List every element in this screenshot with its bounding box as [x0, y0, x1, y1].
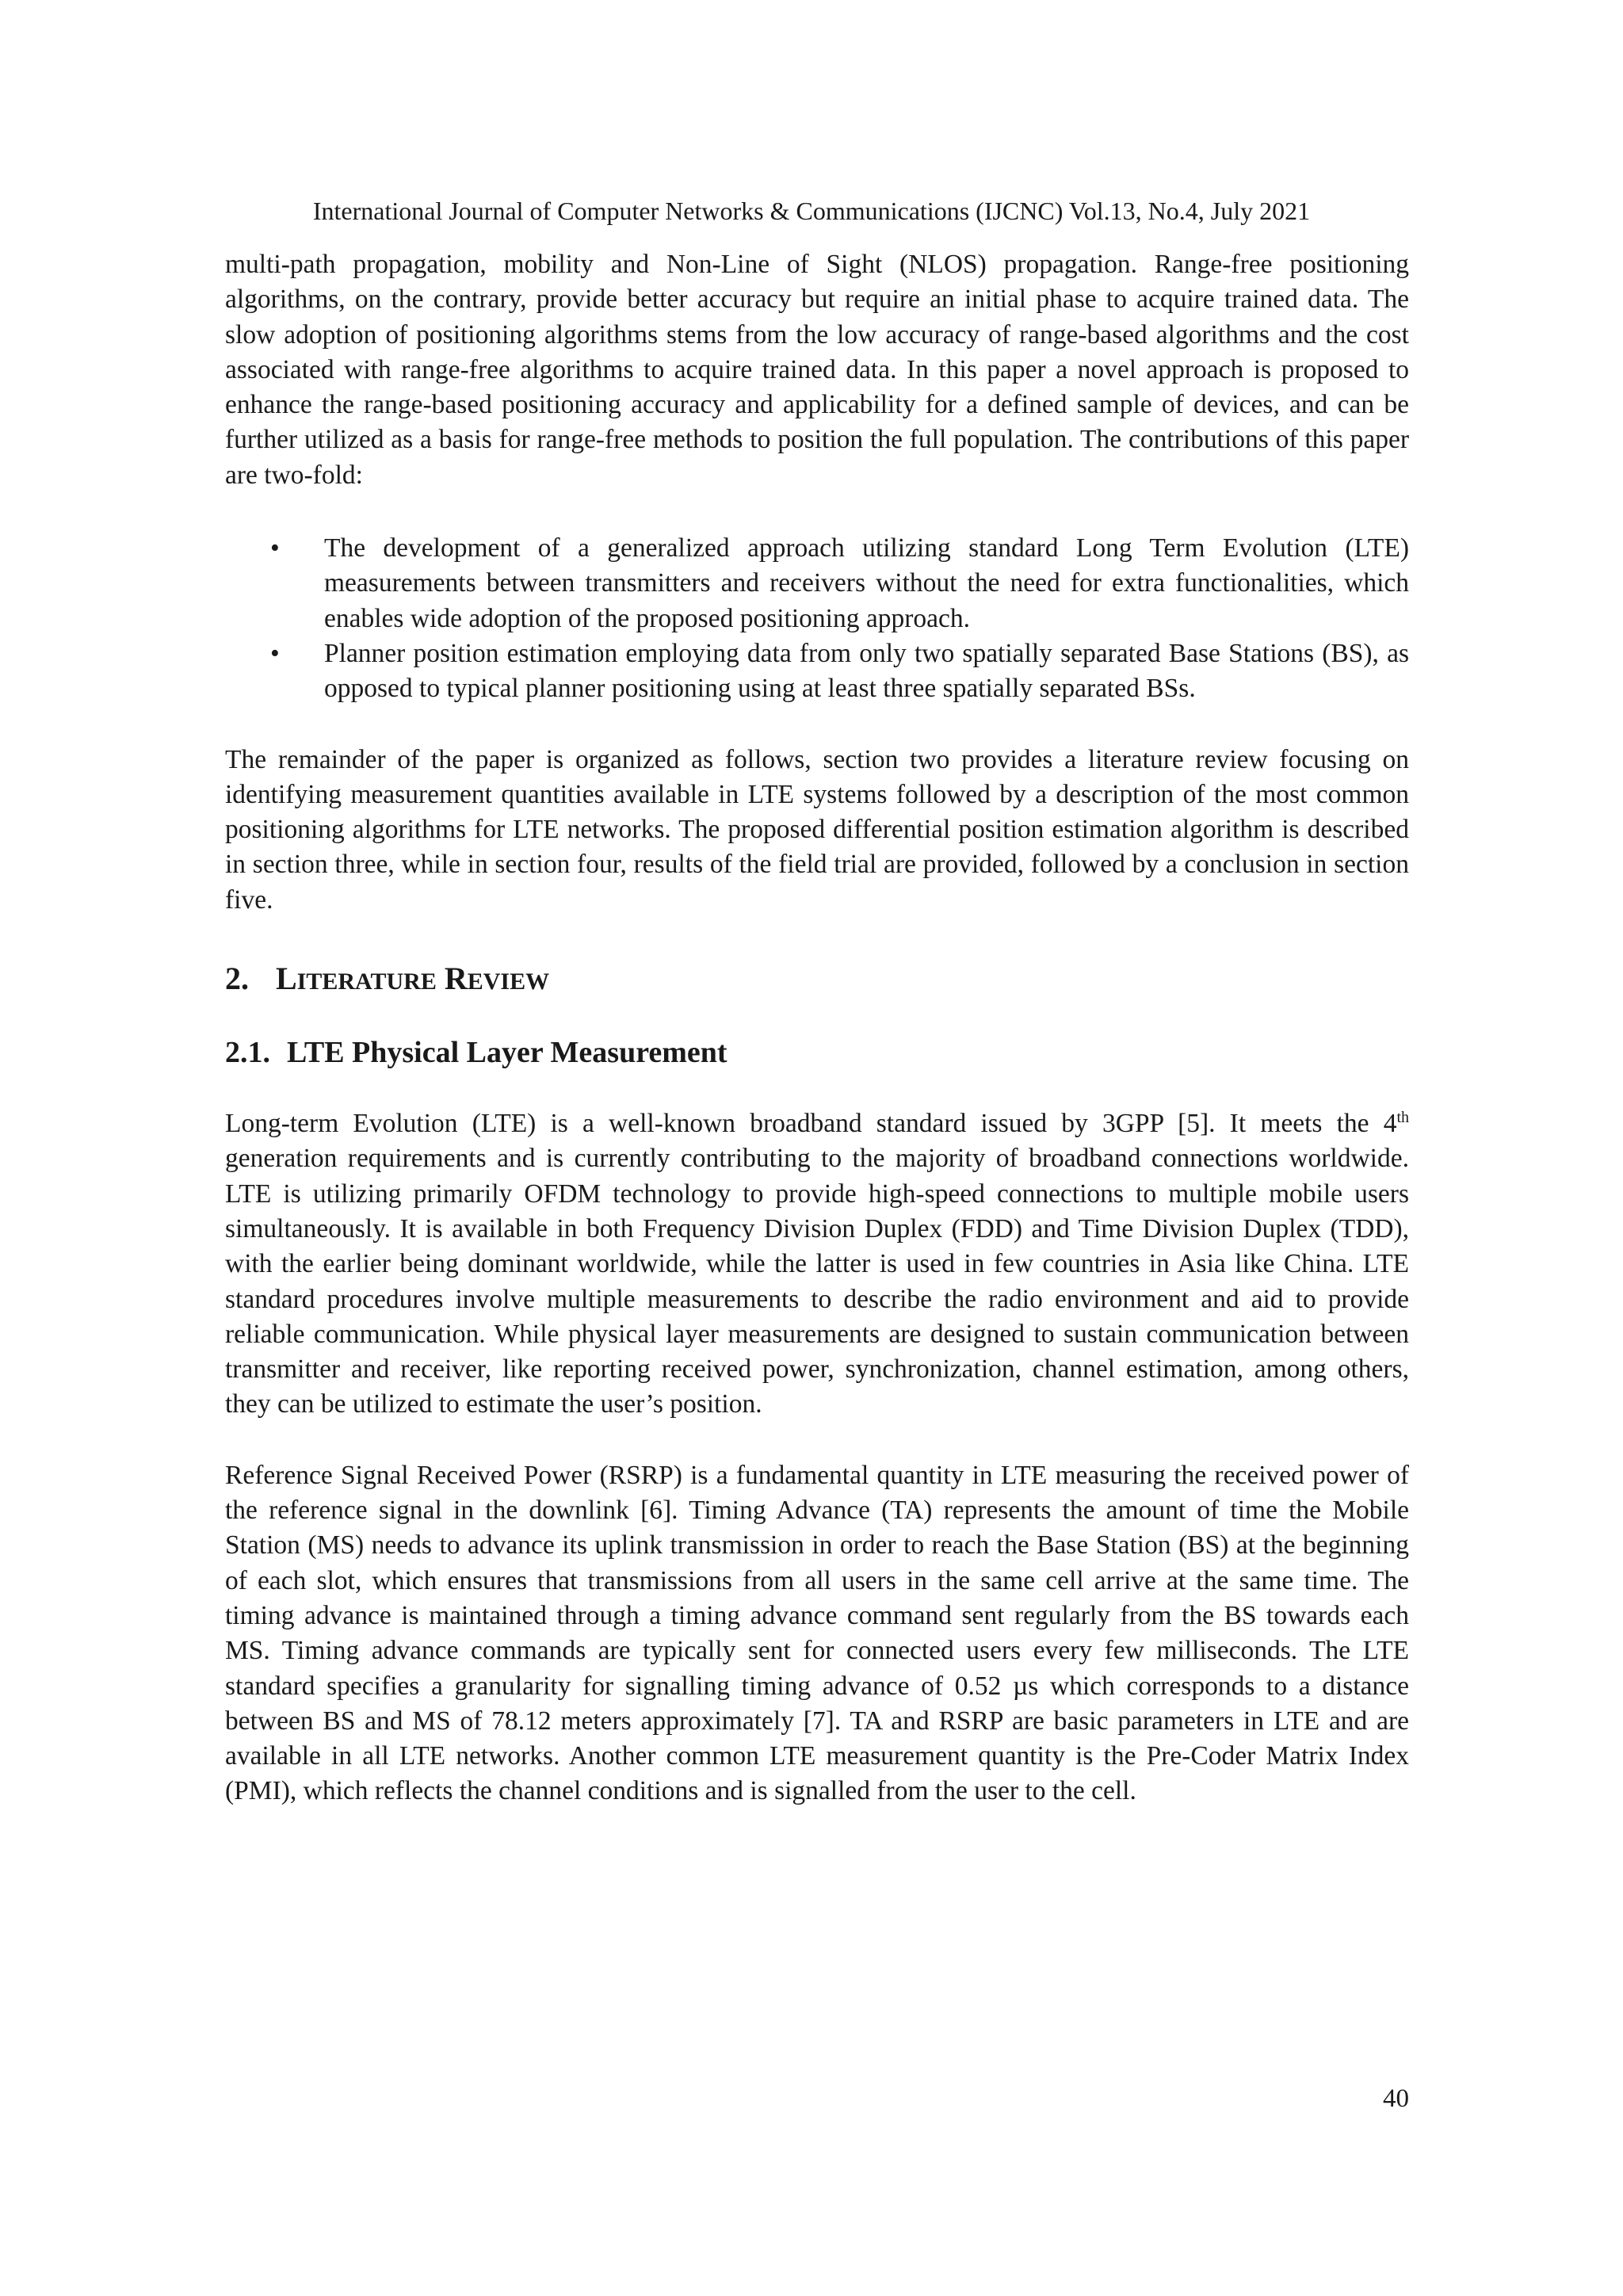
lte-paragraph-2: Reference Signal Received Power (RSRP) is a fundamental quantity in LTE measuring the received power of the reference signal in the downlink [6]. Timing Advance (TA) represents the amount of time the Mobile Station (MS) needs to advance its uplink transmission in order to reach the Base Station (BS) at the beginning of each slot, which ensures that transmissions from all users in the same cell arrive at the same time. The timing advance is maintained through a timing advance command sent regularly from the BS towards each MS. Timing advance commands are typically sent for connected users every few milliseconds. The LTE standard specifies a granularity for signalling timing advance of 0.52 µs which corresponds to a distance between BS and MS of 78.12 meters approximately [7]. TA and RSRP are basic parameters in LTE and are available in all LTE networks. Another common LTE measurement quantity is the Pre-Coder Matrix Index (PMI), which reflects the channel conditions and is signalled from the user to the cell.: [225, 1460, 1409, 1806]
section-title-initial: R: [444, 961, 468, 997]
section-number: 2.: [225, 961, 249, 997]
section-title-rest: ITERATURE: [296, 968, 437, 995]
intro-paragraph-1: multi-path propagation, mobility and Non-Line of Sight (NLOS) propagation. Range-free positioning algorithms, on the contrary, provide better accuracy but require an initial phase to acquire trained data. The slow adoption of positioning algorithms stems from the low accuracy of range-based algorithms and the cost associated with range-free algorithms to acquire trained data. In this paper a novel approach is proposed to enhance the range-based positioning accuracy and applicability for a defined sample of devices, and can be further utilized as a basis for range-free methods to position the full population. The contributions of this paper are two-fold:: [225, 250, 1409, 490]
intro-paragraph-2: The remainder of the paper is organized as follows, section two provides a literature review focusing on identifying measurement quantities available in LTE systems followed by a description of the most common positioning algorithms for LTE networks. The proposed differential position estimation algorithm is described in section three, while in section four, results of the field trial are provided, followed by a conclusion in section five.: [225, 744, 1409, 915]
bullet-icon: •: [270, 533, 280, 563]
running-header: International Journal of Computer Networks & Communications (IJCNC) Vol.13, No.4, July 2021: [312, 197, 1311, 225]
section-heading: [225, 959, 1409, 1002]
lte-paragraph-1: [225, 1106, 1409, 1423]
ordinal-suffix: th: [1396, 1108, 1409, 1126]
subsection-heading: [225, 1033, 1409, 1072]
list-item-text: The development of a generalized approach utilizing standard Long Term Evolution (LTE) measurements between transmitters and receivers without the need for extra functionalities, which enables wide adoption of the proposed positioning approach.: [324, 533, 1409, 633]
lte-paragraph-1-rest: generation requirements and is currently contributing to the majority of broadband connections worldwide. LTE is utilizing primarily OFDM technology to provide high-speed connections to multiple mobile users simultaneously. It is available in both Frequency Division Duplex (FDD) and Time Division Duplex (TDD), with the earlier being dominant worldwide, while the latter is used in few countries in Asia like China. LTE standard procedures involve multiple measurements to describe the radio environment and aid to provide reliable communication. While physical layer measurements are designed to sustain communication between transmitter and receiver, like reporting received power, synchronization, channel estimation, among others, they can be utilized to estimate the user’s position.: [225, 1144, 1409, 1419]
list-item-text: Planner position estimation employing data from only two spatially separated Base Stations (BS), as opposed to typical planner positioning using at least three spatially separated BSs.: [324, 638, 1409, 704]
section-title-initial: L: [276, 961, 297, 997]
section-title-rest: EVIEW: [467, 968, 550, 995]
subsection-title: LTE Physical Layer Measurement: [287, 1036, 727, 1070]
list-item: [225, 531, 1409, 636]
contributions-list: [225, 531, 1409, 706]
bullet-icon: •: [270, 638, 280, 668]
page-body: [225, 247, 1409, 1809]
page-number: 40: [1383, 2084, 1409, 2113]
list-item: [225, 636, 1409, 707]
subsection-number: 2.1.: [225, 1036, 270, 1070]
lte-paragraph-1-lead: Long-term Evolution (LTE) is a well-known broadband standard issued by 3GPP [5]. It meets the: [225, 1109, 1384, 1139]
ordinal-number: 4: [1383, 1109, 1397, 1139]
